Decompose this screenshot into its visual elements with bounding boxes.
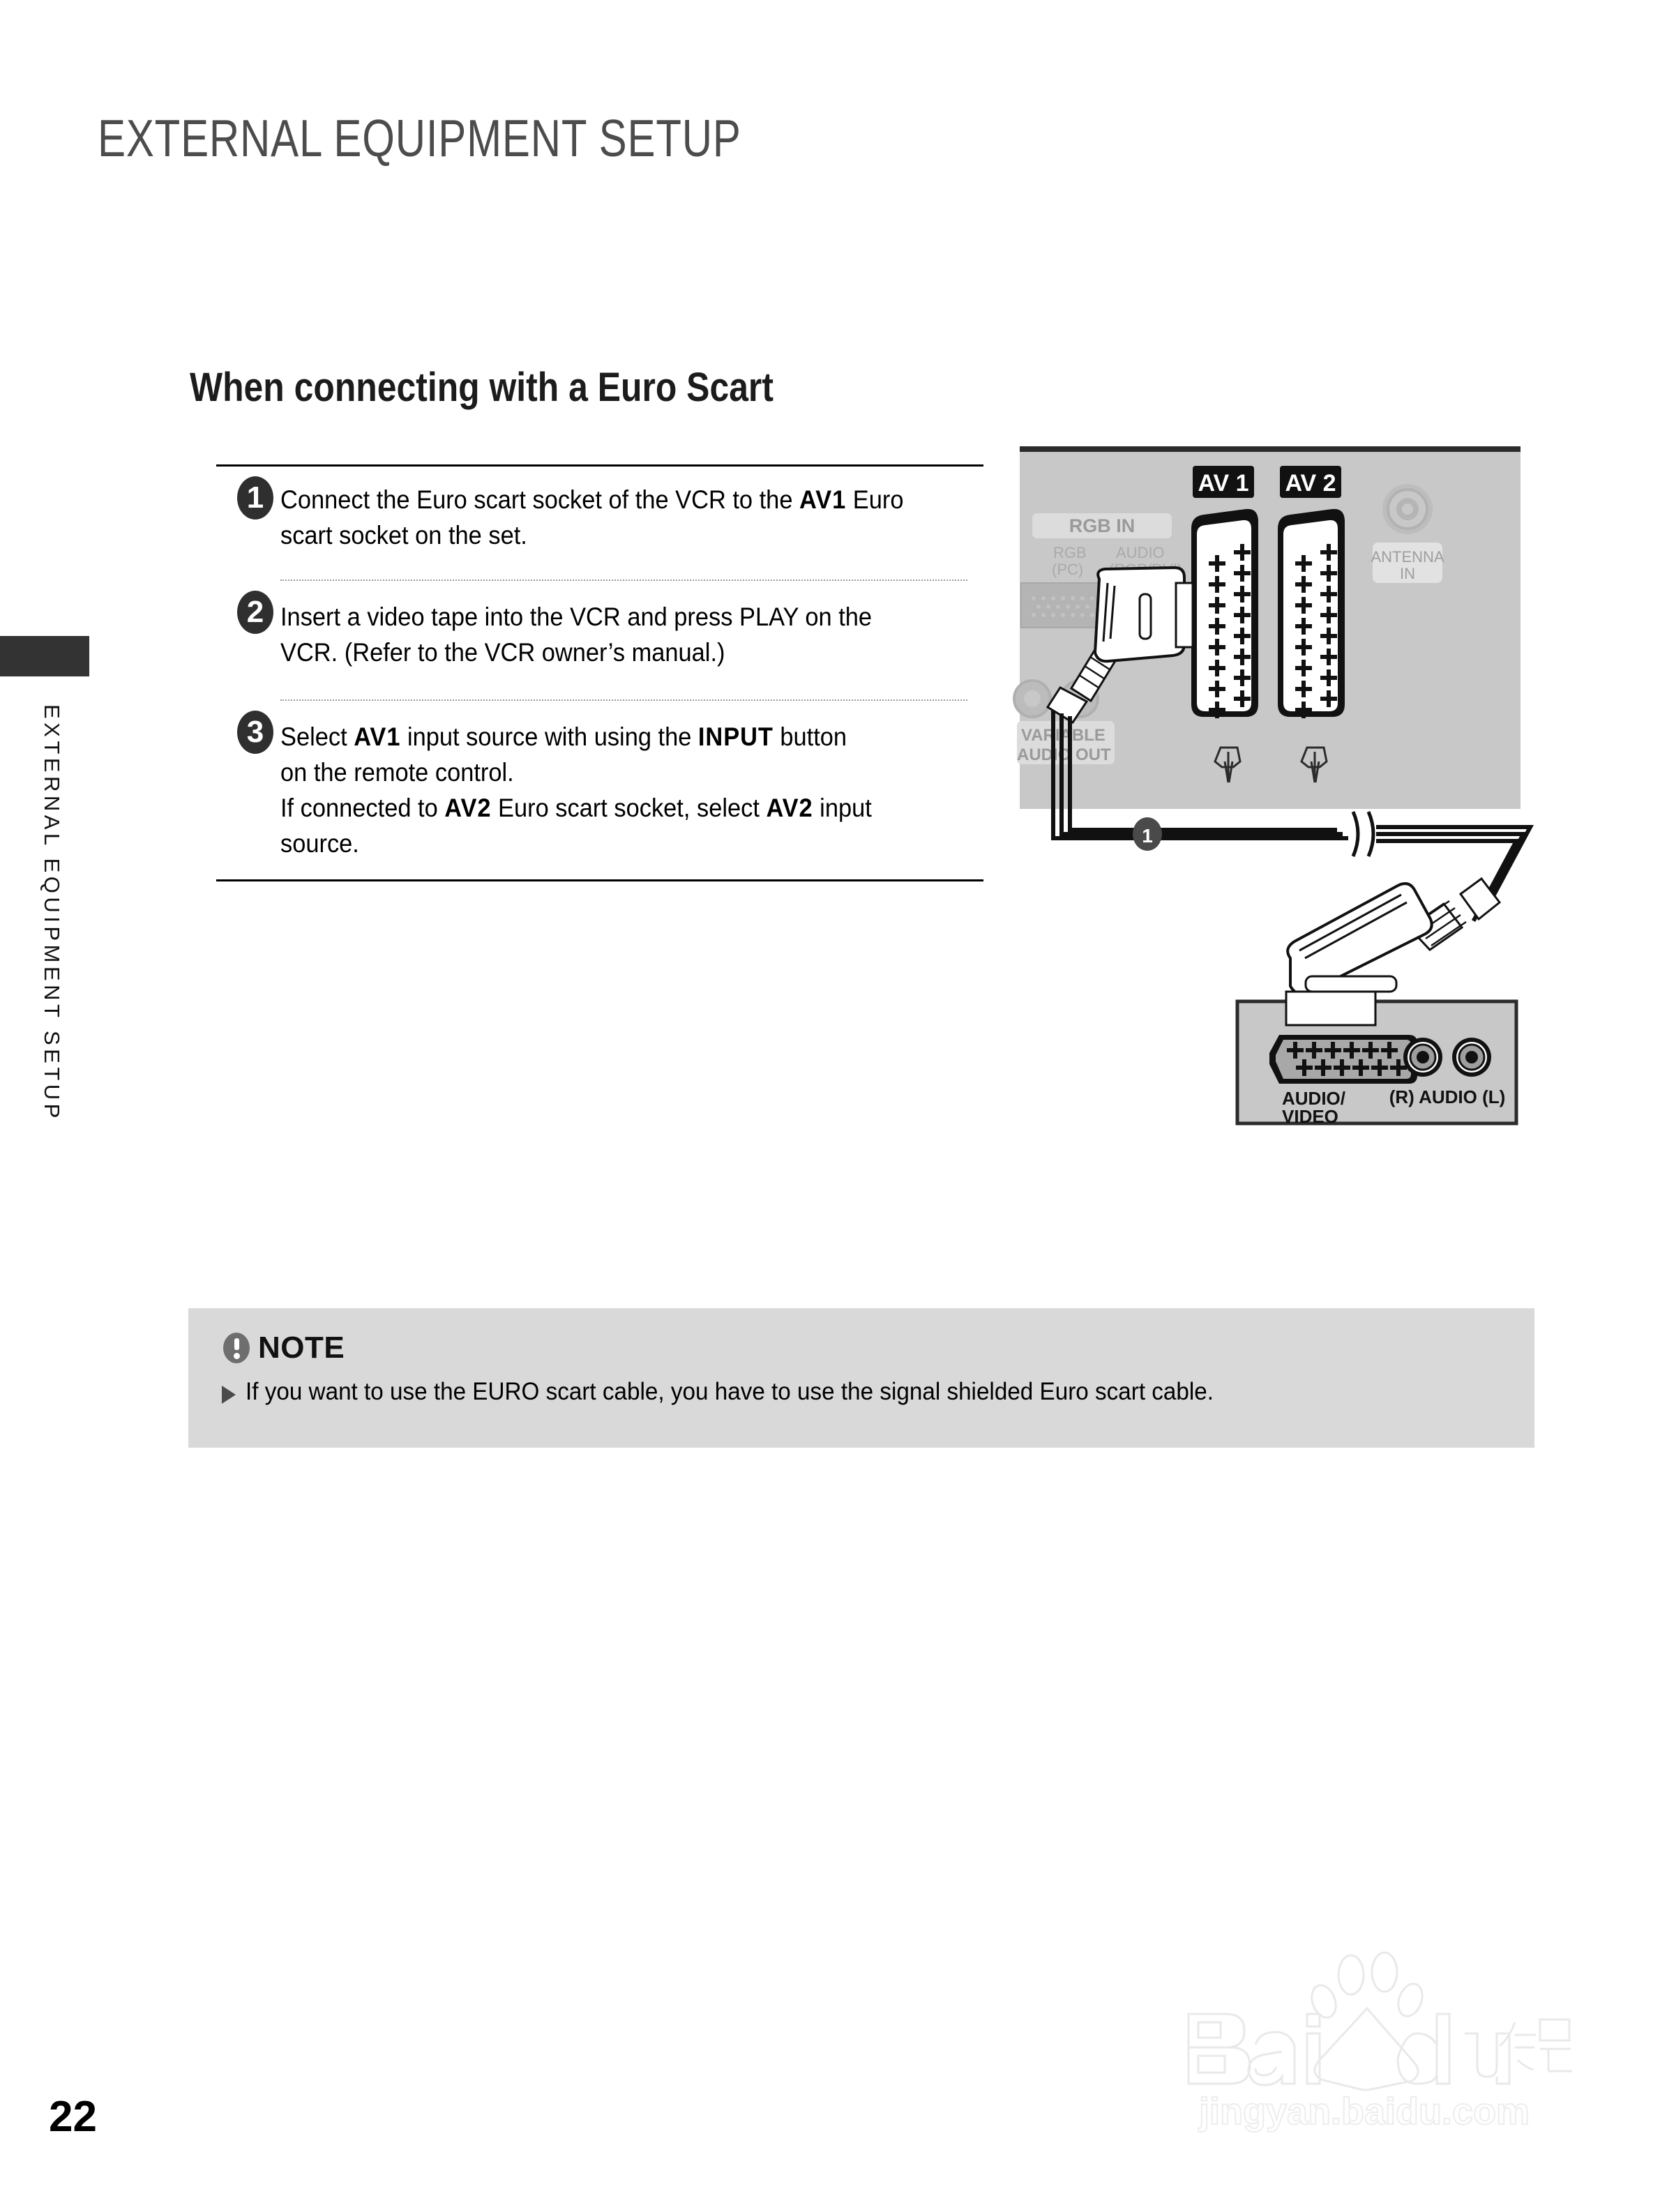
label-rgb-pc-sub: (PC)	[1052, 561, 1084, 578]
label-vcr-audio-rl: (R) AUDIO (L)	[1389, 1086, 1506, 1107]
step-text: Select AV1 input source with using the INPUT button on the remote control. If connected to AV2 Euro scart socket, select AV2 input source.	[280, 722, 872, 858]
baidu-watermark	[1158, 1932, 1576, 2162]
label-rgb-in: RGB IN	[1069, 515, 1135, 536]
exclamation-icon	[223, 1333, 250, 1363]
instruction-steps	[216, 464, 983, 881]
note-box	[188, 1308, 1534, 1448]
watermark-url: jingyan.baidu.com	[1198, 2091, 1530, 2133]
label-variable-sub: AUDIO OUT	[1017, 745, 1111, 764]
connection-diagram	[990, 439, 1548, 1130]
label-av2: AV 2	[1285, 470, 1336, 497]
step-item	[216, 467, 983, 579]
label-rgb-pc: RGB	[1053, 544, 1087, 561]
av1-scart-socket	[1191, 509, 1258, 718]
step-number-badge: 3	[237, 711, 273, 754]
label-variable: VARIABLE	[1021, 726, 1106, 745]
note-title: NOTE	[258, 1331, 345, 1365]
note-list-item	[222, 1378, 1265, 1406]
cable-callout-label: 1	[1142, 825, 1153, 847]
steps-bottom-rule	[216, 879, 983, 881]
page-title: EXTERNAL EQUIPMENT SETUP	[98, 109, 741, 167]
note-item-text: If you want to use the EURO scart cable, you have to use the signal shielded Euro scart cable.	[246, 1378, 1214, 1405]
tv-rear-panel	[1014, 446, 1521, 809]
page-number: 22	[49, 2093, 97, 2141]
cable-break-marks	[1353, 812, 1373, 856]
step-number-badge: 2	[237, 591, 273, 634]
sidebar-chapter-tab	[0, 636, 89, 676]
av2-scart-socket	[1278, 509, 1345, 718]
label-audio: AUDIO	[1116, 544, 1165, 561]
vcr-scart-socket	[1269, 1035, 1417, 1084]
label-antenna: ANTENNA	[1371, 548, 1444, 566]
step-text: Connect the Euro scart socket of the VCR to the AV1 Euro scart socket on the set.	[280, 485, 904, 550]
antenna-in-jack	[1382, 484, 1433, 534]
step-text: Insert a video tape into the VCR and press PLAY on the VCR. (Refer to the VCR owner’s manual.)	[280, 603, 873, 667]
label-vcr-av-sub: VIDEO	[1282, 1106, 1338, 1127]
note-header	[223, 1331, 345, 1365]
label-av1: AV 1	[1198, 470, 1249, 497]
section-heading: When connecting with a Euro Scart	[190, 365, 774, 410]
step-number-badge: 1	[237, 476, 273, 520]
label-vcr-av: AUDIO/	[1282, 1088, 1345, 1109]
label-antenna-sub: IN	[1400, 565, 1415, 582]
sidebar-chapter-label: EXTERNAL EQUIPMENT SETUP	[40, 704, 64, 1122]
step-item	[216, 581, 983, 699]
triangle-bullet-icon	[222, 1386, 236, 1404]
cable-callout-badge	[1133, 817, 1162, 851]
step-item	[216, 701, 983, 879]
